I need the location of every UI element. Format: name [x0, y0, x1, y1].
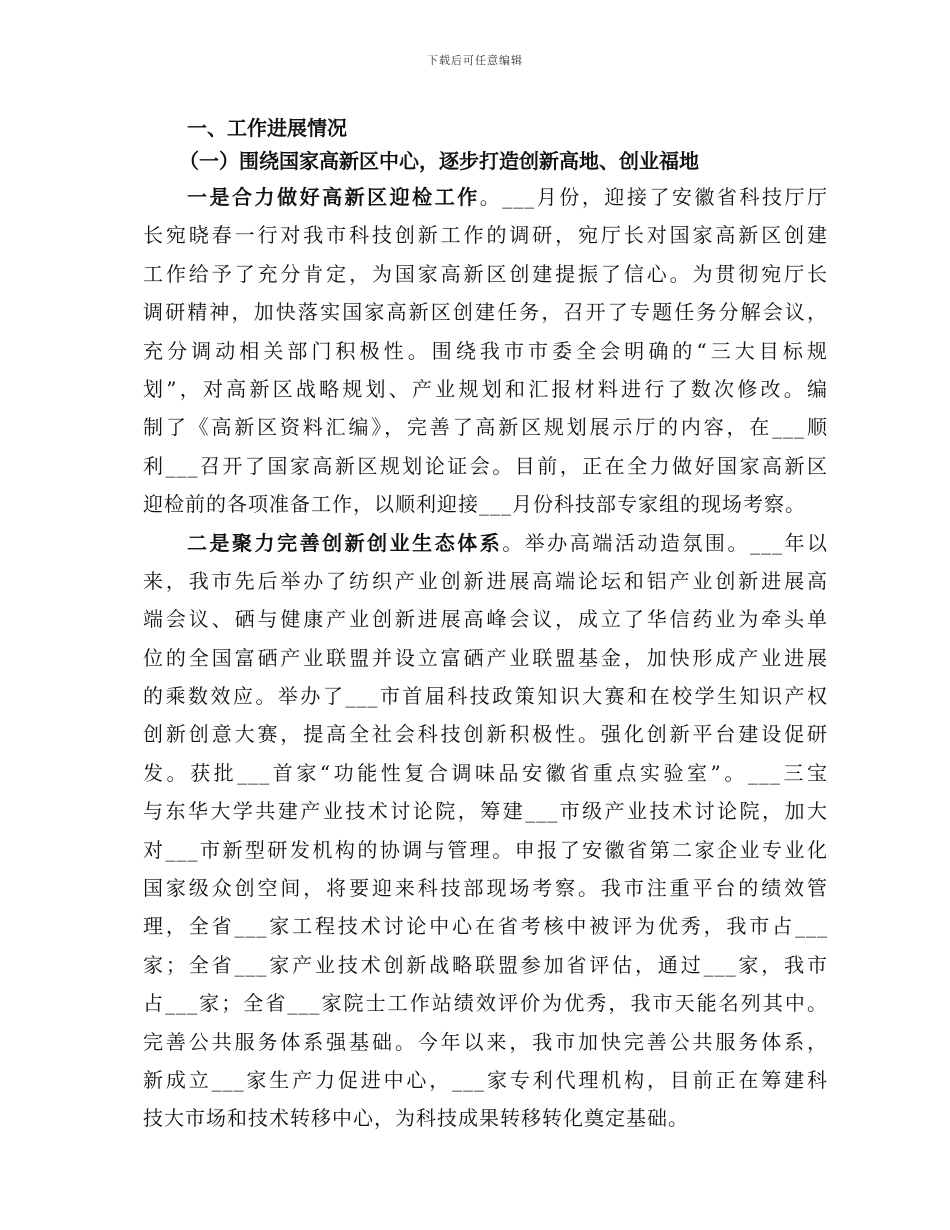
- paragraph-line: [143, 677, 828, 715]
- paragraph-line: [143, 715, 828, 753]
- line-text: 。举办高端活动造氛围。___年以: [502, 530, 828, 555]
- paragraph-line: [143, 639, 828, 677]
- paragraph-line: [143, 485, 828, 523]
- line-text: 位的全国富硒产业联盟并设立富硒产业联盟基金，加快形成产业进展: [143, 645, 828, 670]
- paragraph-line: [143, 907, 828, 945]
- section-heading-2: （一）围绕国家高新区中心，逐步打造创新高地、创业福地: [179, 149, 699, 173]
- line-text: 端会议、硒与健康产业创新进展高峰会议，成立了华信药业为牵头单: [143, 607, 828, 632]
- line-text: 工作给予了充分肯定，为国家高新区创建提振了信心。为贯彻宛厅长: [143, 261, 828, 286]
- line-text: 长宛晓春一行对我市科技创新工作的调研，宛厅长对国家高新区创建: [143, 223, 828, 248]
- line-text: 家；全省___家产业技术创新战略联盟参加省评估，通过___家，我市: [143, 952, 828, 977]
- line-text: 理，全省___家工程技术讨论中心在省考核中被评为优秀，我市占___: [143, 914, 828, 939]
- document-body: [143, 112, 828, 1138]
- paragraph-line: [143, 447, 828, 485]
- section-heading-1: 一、工作进展情况: [187, 116, 347, 140]
- line-text: 划”，对高新区战略规划、产业规划和汇报材料进行了数次修改。编: [143, 376, 828, 401]
- paragraph-line: [143, 332, 828, 370]
- paragraph-line: [143, 1099, 828, 1137]
- line-text: 发。获批___首家“功能性复合调味品安徽省重点实验室”。___三宝: [143, 760, 828, 785]
- line-text: 国家级众创空间，将要迎来科技部现场考察。我市注重平台的绩效管: [143, 876, 828, 901]
- paragraph-line: [143, 178, 828, 216]
- paragraph-line: [143, 293, 828, 331]
- paragraph-line: [143, 1061, 828, 1099]
- paragraph-1: [143, 178, 828, 524]
- line-text: 完善公共服务体系强基础。今年以来，我市加快完善公共服务体系，: [143, 1029, 828, 1054]
- line-text: 。___月份，迎接了安徽省科技厅厅: [479, 185, 828, 209]
- line-text: 创新创意大赛，提高全社会科技创新积极性。强化创新平台建设促研: [143, 722, 828, 747]
- paragraph-lead: 二是聚力完善创新创业生态体系: [187, 530, 503, 555]
- paragraph-line: [143, 216, 828, 254]
- paragraph-line: [143, 408, 828, 446]
- paragraph-line: [143, 984, 828, 1022]
- paragraph-2: [143, 524, 828, 1138]
- line-text: 新成立___家生产力促进中心，___家专利代理机构，目前正在筹建科: [143, 1067, 828, 1092]
- paragraph-line: [143, 792, 828, 830]
- paragraph-line: [143, 831, 828, 869]
- paragraph-line: [143, 562, 828, 600]
- paragraph-line: [143, 1023, 828, 1061]
- line-text: 迎检前的各项准备工作，以顺利迎接___月份科技部专家组的现场考察。: [143, 492, 806, 517]
- paragraph-line: [143, 600, 828, 638]
- line-text: 技大市场和技术转移中心，为科技成果转移转化奠定基础。: [143, 1106, 689, 1131]
- paragraph-line: [143, 370, 828, 408]
- paragraph-line: [143, 754, 828, 792]
- line-text: 占___家；全省___家院士工作站绩效评价为优秀，我市天能名列其中。: [143, 991, 828, 1016]
- paragraph-line: [143, 255, 828, 293]
- line-text: 来，我市先后举办了纺织产业创新进展高端论坛和铝产业创新进展高: [143, 568, 828, 593]
- line-text: 与东华大学共建产业技术讨论院，筹建___市级产业技术讨论院，加大: [143, 799, 828, 824]
- line-text: 调研精神，加快落实国家高新区创建任务，召开了专题任务分解会议，: [143, 300, 828, 325]
- line-text: 制了《高新区资料汇编》，完善了高新区规划展示厅的内容，在___顺: [143, 415, 828, 440]
- header-note: 下载后可任意编辑: [427, 54, 523, 67]
- line-text: 的乘数效应。举办了___市首届科技政策知识大赛和在校学生知识产权: [143, 684, 828, 709]
- paragraph-lead: 一是合力做好高新区迎检工作: [187, 185, 480, 209]
- line-text: 利___召开了国家高新区规划论证会。目前，正在全力做好国家高新区: [143, 453, 828, 478]
- paragraph-line: [143, 946, 828, 984]
- paragraph-line: [143, 869, 828, 907]
- line-text: 充分调动相关部门积极性。围绕我市市委全会明确的“三大目标规: [143, 338, 828, 363]
- line-text: 对___市新型研发机构的协调与管理。申报了安徽省第二家企业专业化: [143, 837, 828, 862]
- paragraph-line: [143, 524, 828, 562]
